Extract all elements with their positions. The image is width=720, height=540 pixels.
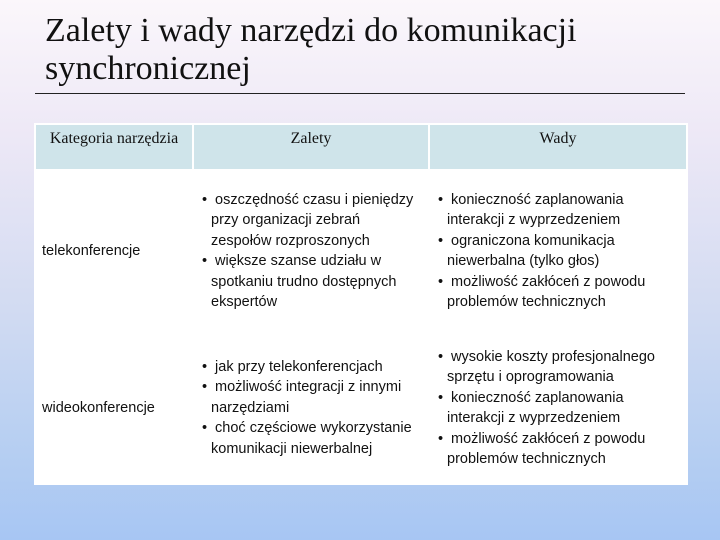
table-header-row — [35, 124, 687, 170]
list-item-text: choć częściowe wykorzystanie komunikacji niewerbalnej — [211, 420, 412, 457]
advantages-list — [202, 357, 422, 460]
disadvantages-cell — [429, 170, 687, 332]
category-cell: wideokonferencje — [35, 332, 193, 484]
disadvantages-cell — [429, 332, 687, 484]
header-disadvantages: Wady — [429, 124, 687, 170]
bullet-mark: • — [438, 191, 444, 208]
header-category: Kategoria narzędzia — [35, 124, 193, 170]
bullet-mark: • — [202, 191, 208, 208]
list-item-text: konieczność zaplanowania interakcji z wyprzedzeniem — [447, 389, 624, 426]
table-row — [35, 170, 687, 332]
list-item — [438, 347, 680, 388]
list-item — [438, 272, 680, 313]
list-item-text: wysokie koszty profesjonalnego sprzętu i oprogramowania — [447, 348, 655, 385]
category-cell: telekonferencje — [35, 170, 193, 332]
bullet-mark: • — [438, 273, 444, 290]
list-item — [202, 251, 422, 313]
list-item — [202, 418, 422, 459]
list-item — [202, 357, 422, 378]
bullet-mark: • — [438, 389, 444, 406]
list-item-text: jak przy telekonferencjach — [215, 358, 383, 375]
advantages-cell — [193, 332, 429, 484]
header-advantages: Zalety — [193, 124, 429, 170]
bullet-mark: • — [202, 379, 208, 396]
list-item — [202, 190, 422, 252]
list-item — [202, 377, 422, 418]
list-item-text: oszczędność czasu i pieniędzy przy organizacji zebrań zespołów rozproszonych — [211, 191, 414, 249]
slide-title-line-2: synchronicznej — [45, 50, 251, 87]
slide-title-line-1: Zalety i wady narzędzi do komunikacji — [45, 12, 577, 49]
list-item-text: możliwość integracji z innymi narzędziami — [211, 379, 402, 416]
disadvantages-list — [438, 190, 680, 313]
advantages-cell — [193, 170, 429, 332]
list-item — [438, 190, 680, 231]
bullet-mark: • — [202, 358, 208, 375]
advantages-list — [202, 190, 422, 313]
bullet-mark: • — [202, 420, 208, 437]
list-item-text: konieczność zaplanowania interakcji z wyprzedzeniem — [447, 191, 624, 228]
list-item-text: możliwość zakłóceń z powodu problemów technicznych — [447, 273, 646, 310]
bullet-mark: • — [202, 253, 208, 269]
table-row — [35, 332, 687, 484]
list-item — [438, 388, 680, 429]
list-item — [438, 429, 680, 470]
list-item-text: ograniczona komunikacja niewerbalna (tylko głos) — [447, 232, 615, 269]
disadvantages-list — [438, 347, 680, 470]
title-underline — [35, 93, 685, 94]
comparison-table — [34, 123, 688, 485]
list-item — [438, 231, 680, 272]
bullet-mark: • — [438, 232, 444, 249]
list-item-text: możliwość zakłóceń z powodu problemów technicznych — [447, 430, 646, 467]
slide-title — [45, 12, 715, 88]
bullet-mark: • — [438, 348, 444, 365]
list-item-text: większe szanse udziału w spotkaniu trudno dostępnych ekspertów — [211, 253, 397, 310]
bullet-mark: • — [438, 430, 444, 447]
